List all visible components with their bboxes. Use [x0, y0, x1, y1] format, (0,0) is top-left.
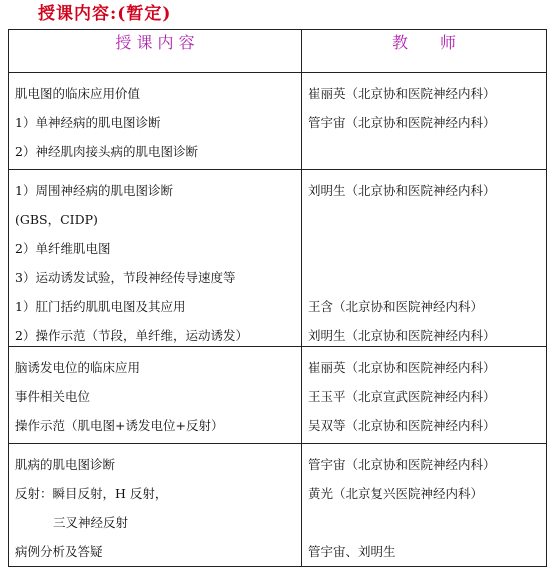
content-line: 3）运动诱发试验，节段神经传导速度等	[15, 270, 236, 285]
teacher-line	[302, 137, 546, 166]
document-title: 授课内容:(暂定)	[38, 4, 172, 24]
course-schedule-table	[8, 29, 547, 567]
content-line: 1）肛门括约肌肌电图及其应用	[15, 299, 186, 314]
content-line: 病例分析及答疑	[15, 544, 103, 559]
teacher-line	[302, 234, 546, 263]
teacher-line: 管宇宙（北京协和医院神经内科）	[308, 457, 496, 472]
content-line: (GBS，CIDP)	[15, 212, 98, 227]
content-line: 三叉神经反射	[53, 515, 129, 530]
teacher-cell	[302, 347, 547, 444]
content-cell	[9, 347, 302, 444]
content-line: 操作示范（肌电图+诱发电位+反射）	[15, 418, 224, 433]
content-cell	[9, 73, 302, 170]
teacher-line: 崔丽英（北京协和医院神经内科）	[308, 360, 496, 375]
content-line: 1）周围神经病的肌电图诊断	[15, 183, 173, 198]
teacher-line	[302, 263, 546, 292]
content-line: 2）操作示范（节段，单纤维，运动诱发）	[15, 328, 248, 343]
teacher-line	[302, 205, 546, 234]
table-row	[9, 170, 547, 347]
teacher-line: 管宇宙、刘明生	[308, 544, 396, 559]
teacher-line	[302, 508, 546, 537]
table-row	[9, 347, 547, 444]
teacher-line: 吴双等（北京协和医院神经内科）	[308, 418, 496, 433]
teacher-cell	[302, 444, 547, 567]
content-line: 1）单神经病的肌电图诊断	[15, 115, 161, 130]
teacher-line: 王玉平（北京宣武医院神经内科）	[308, 389, 496, 404]
table-row	[9, 73, 547, 170]
content-line: 肌病的肌电图诊断	[15, 457, 116, 472]
table-header-row	[9, 30, 547, 73]
content-cell	[9, 170, 302, 347]
teacher-line: 黄光（北京复兴医院神经内科）	[308, 486, 484, 501]
table-row	[9, 444, 547, 567]
teacher-line: 王含（北京协和医院神经内科）	[308, 299, 484, 314]
content-line: 反射：瞬目反射，H 反射，	[15, 486, 168, 501]
teacher-line: 管宇宙（北京协和医院神经内科）	[308, 115, 496, 130]
content-line: 2）单纤维肌电图	[15, 241, 111, 256]
content-cell	[9, 444, 302, 567]
teacher-line: 刘明生（北京协和医院神经内科）	[308, 328, 496, 343]
content-line: 2）神经肌肉接头病的肌电图诊断	[15, 144, 198, 159]
teacher-cell	[302, 73, 547, 170]
content-line: 事件相关电位	[15, 389, 91, 404]
content-line: 肌电图的临床应用价值	[15, 86, 141, 101]
teacher-line: 崔丽英（北京协和医院神经内科）	[308, 86, 496, 101]
content-line: 脑诱发电位的临床应用	[15, 360, 141, 375]
header-teacher: 教 师	[302, 30, 547, 73]
teacher-line: 刘明生（北京协和医院神经内科）	[308, 183, 496, 198]
header-content: 授 课 内 容	[9, 30, 302, 73]
teacher-cell	[302, 170, 547, 347]
